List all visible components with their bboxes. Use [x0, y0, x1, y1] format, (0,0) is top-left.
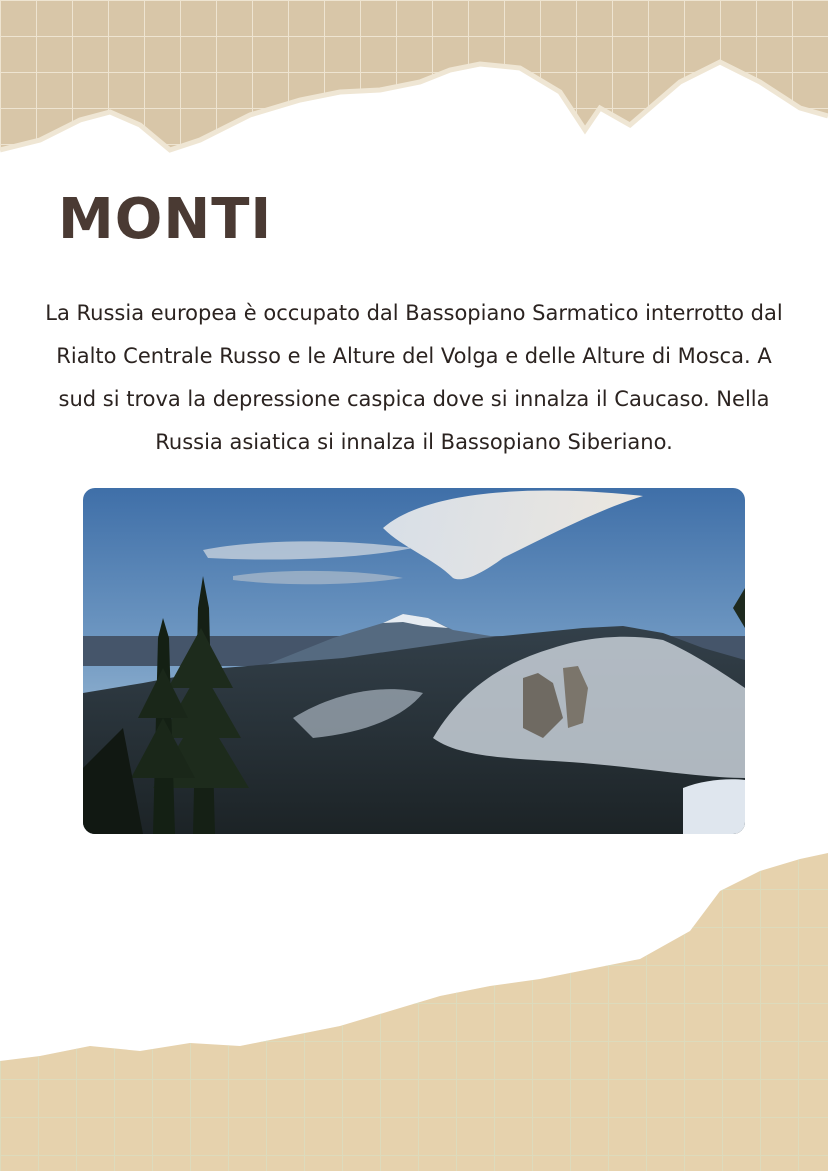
section-paragraph: La Russia europea è occupato dal Bassopiano Sarmatico interrotto dal Rialto Centrale Russo e le Alture del Volga e delle Alture di Mosca. A sud si trova la depressione caspica dove si innalza il Caucaso. Nella Russia asiatica si innalza il Bassopiano Siberiano.	[45, 301, 783, 454]
mountain-landscape-photo	[83, 488, 745, 834]
torn-paper-bottom	[0, 851, 828, 1171]
torn-paper-top	[0, 0, 828, 175]
section-title: MONTI	[58, 187, 273, 252]
